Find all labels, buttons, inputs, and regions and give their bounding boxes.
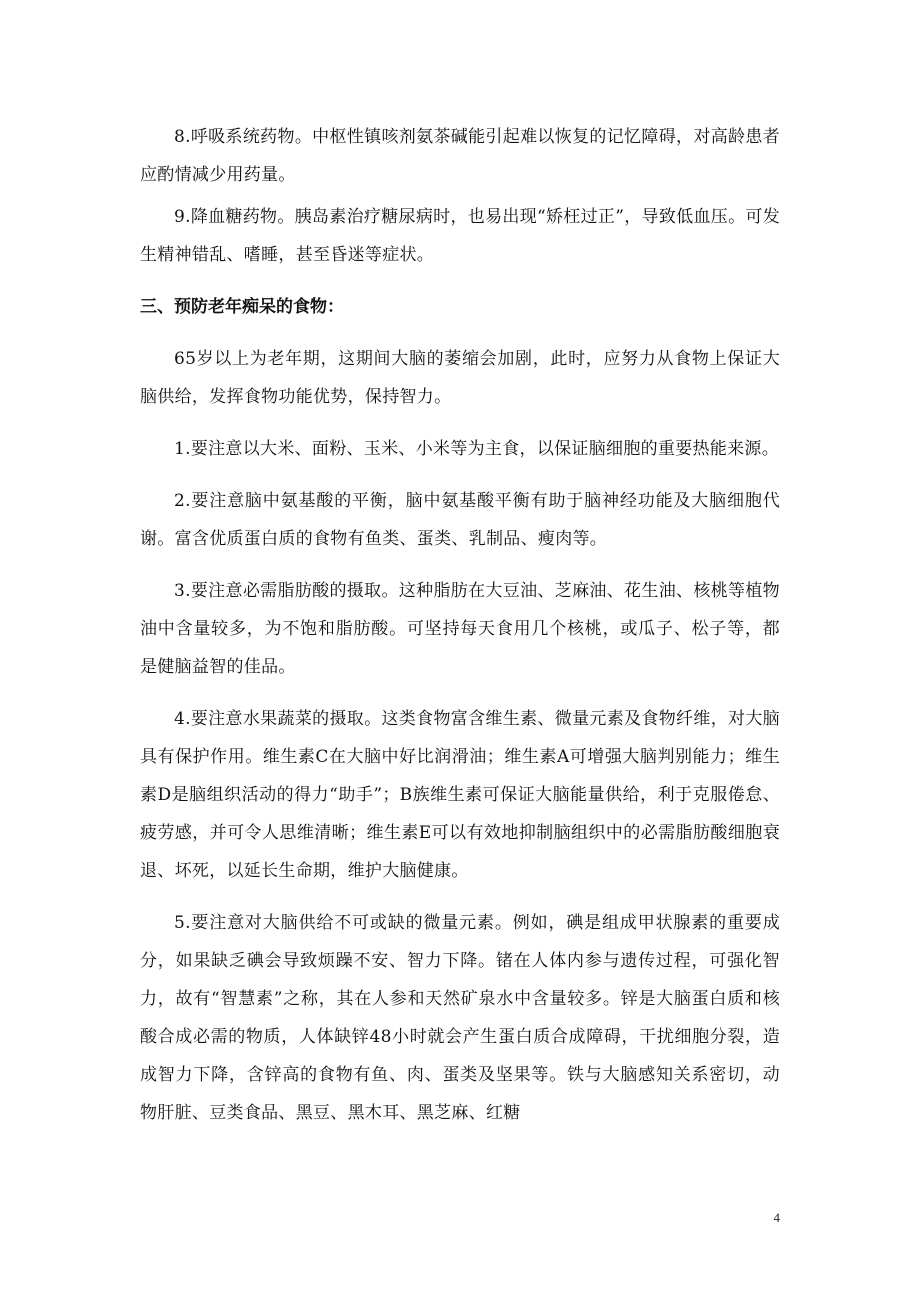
intro-paragraph: 65岁以上为老年期，这期间大脑的萎缩会加剧，此时，应努力从食物上保证大脑供给，发挥食物功能优势，保持智力。 xyxy=(140,349,780,407)
paragraph-item-9: 9.降血糖药物。胰岛素治疗糖尿病时，也易出现“矫枉过正”，导致低血压。可发生精神错乱、嗜睡，甚至昏迷等症状。 xyxy=(140,207,780,265)
section-heading: 三、预防老年痴呆的食物： xyxy=(140,297,344,317)
food-item-2: 2.要注意脑中氨基酸的平衡，脑中氨基酸平衡有助于脑神经功能及大脑细胞代谢。富含优质蛋白质的食物有鱼类、蛋类、乳制品、瘦肉等。 xyxy=(140,491,780,549)
food-item-1: 1.要注意以大米、面粉、玉米、小米等为主食，以保证脑细胞的重要热能来源。 xyxy=(174,439,780,459)
food-item-4: 4.要注意水果蔬菜的摄取。这类食物富含维生素、微量元素及食物纤维，对大脑具有保护作用。维生素C在大脑中好比润滑油；维生素A可增强大脑判别能力；维生素D是脑组织活动的得力“助手”；B族维生素可保证大脑能量供给，利于克服倦怠、疲劳感，并可令人思维清晰；维生素E可以有效地抑制脑组织中的必需脂肪酸细胞衰退、坏死，以延长生命期，维护大脑健康。 xyxy=(140,709,780,881)
page-number: 4 xyxy=(773,1210,780,1225)
food-item-5: 5.要注意对大脑供给不可或缺的微量元素。例如，碘是组成甲状腺素的重要成分，如果缺乏碘会导致烦躁不安、智力下降。锗在人体内参与遗传过程，可强化智力，故有“智慧素”之称，其在人参和天然矿泉水中含量较多。锌是大脑蛋白质和核酸合成必需的物质，人体缺锌48小时就会产生蛋白质合成障碍，干扰细胞分裂，造成智力下降，含锌高的食物有鱼、肉、蛋类及坚果等。铁与大脑感知关系密切，动物肝脏、豆类食品、黑豆、黑木耳、黑芝麻、红糖 xyxy=(140,913,780,1123)
document-body xyxy=(140,118,780,1132)
paragraph-item-8: 8.呼吸系统药物。中枢性镇咳剂氨茶碱能引起难以恢复的记忆障碍，对高龄患者应酌情减少用药量。 xyxy=(140,127,780,185)
food-item-3: 3.要注意必需脂肪酸的摄取。这种脂肪在大豆油、芝麻油、花生油、核桃等植物油中含量较多，为不饱和脂肪酸。可坚持每天食用几个核桃，或瓜子、松子等，都是健脑益智的佳品。 xyxy=(140,581,780,677)
